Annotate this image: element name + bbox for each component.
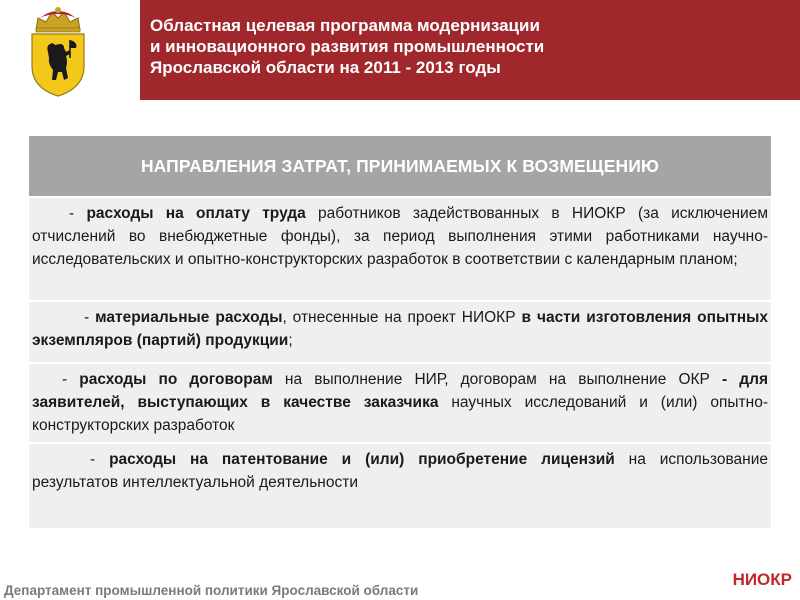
title-line: Областная целевая программа модернизации bbox=[150, 16, 540, 35]
cost-directions-table bbox=[29, 136, 771, 528]
header-band bbox=[140, 0, 800, 100]
row-text: - bbox=[90, 451, 110, 468]
table-row bbox=[29, 300, 771, 362]
row-text: на выполнение НИР, договорам на выполнение ОКР bbox=[272, 371, 722, 388]
section-tag: НИОКР bbox=[732, 570, 792, 589]
row-text-bold: расходы на патентование и (или) приобретение лицензий bbox=[109, 451, 615, 468]
table-heading: НАПРАВЛЕНИЯ ЗАТРАТ, ПРИНИМАЕМЫХ К ВОЗМЕЩЕНИЮ bbox=[29, 136, 771, 196]
row-text: - bbox=[84, 309, 96, 326]
row-text-bold: - для заявителей, выступающих в качестве заказчика bbox=[32, 371, 769, 411]
row-text: работников задействованных в НИОКР (за исключением отчислений во внебюджетные фонды), за период выполнения этими работниками научно-исследовательских и опытно-конструкторских разработок в соответствии с календарным планом; bbox=[32, 205, 768, 268]
row-text-bold: расходы по договорам bbox=[79, 371, 273, 388]
row-text-bold: в части изготовления опытных экземпляров (партий) продукции bbox=[32, 309, 768, 349]
row-text-bold: материальные расходы bbox=[95, 309, 283, 326]
yaroslavl-coat-of-arms-icon bbox=[26, 6, 90, 98]
table-row bbox=[29, 362, 771, 442]
row-text: - bbox=[69, 205, 87, 222]
page-title bbox=[150, 15, 790, 78]
table-row bbox=[29, 442, 771, 528]
title-line: и инновационного развития промышленности bbox=[150, 37, 545, 56]
row-text: , отнесенные на проект НИОКР bbox=[282, 309, 522, 326]
department-footer: Департамент промышленной политики Ярославской области bbox=[4, 583, 419, 598]
table-row bbox=[29, 196, 771, 300]
row-text: - bbox=[62, 371, 80, 388]
row-text: на использование результатов интеллектуальной деятельности bbox=[32, 451, 768, 491]
title-line: Ярославской области на 2011 - 2013 годы bbox=[150, 58, 501, 77]
row-text: научных исследований и (или) опытно-конструкторских разработок bbox=[32, 394, 768, 434]
row-text: ; bbox=[288, 332, 293, 349]
row-text-bold: расходы на оплату труда bbox=[86, 205, 306, 222]
